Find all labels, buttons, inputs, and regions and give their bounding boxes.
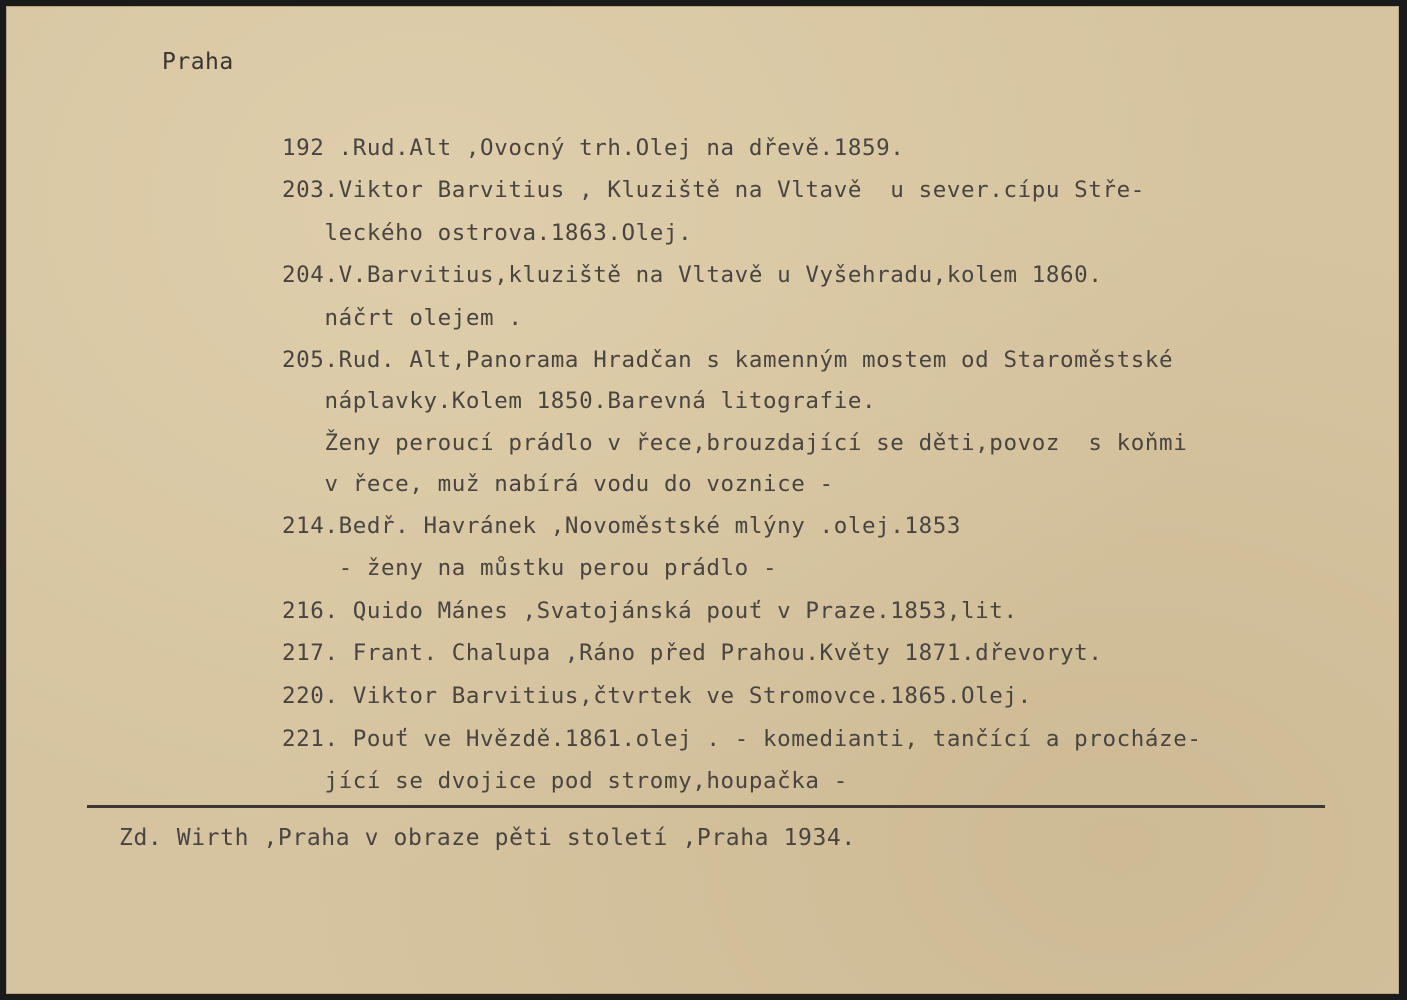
entry-line: 214.Bedř. Havránek ,Novoměstské mlýny .olej.1853 [282,513,962,539]
divider-rule [87,805,1325,808]
entry-line: 204.V.Barvitius,kluziště na Vltavě u Vyšehradu,kolem 1860. [282,262,1103,288]
catalog-card [6,6,1399,994]
card-heading: Praha [162,49,234,75]
entry-line: 205.Rud. Alt,Panorama Hradčan s kamenným mostem od Staroměstské [282,347,1174,373]
entry-line: jící se dvojice pod stromy,houpačka - [282,768,848,794]
entry-line: - ženy na můstku perou prádlo - [282,555,778,581]
entry-line: Ženy peroucí prádlo v řece,brouzdající se děti,povoz s koňmi [282,430,1188,456]
entry-line: náčrt olejem . [282,305,523,331]
entry-line: 203.Viktor Barvitius , Kluziště na Vltavě u sever.cípu Stře- [282,177,1145,203]
entry-line: 220. Viktor Barvitius,čtvrtek ve Stromovce.1865.Olej. [282,683,1032,709]
entry-line: 217. Frant. Chalupa ,Ráno před Prahou.Květy 1871.dřevoryt. [282,640,1103,666]
entry-line: náplavky.Kolem 1850.Barevná litografie. [282,388,877,414]
entry-line: leckého ostrova.1863.Olej. [282,220,693,246]
entry-line: 192 .Rud.Alt ,Ovocný trh.Olej na dřevě.1859. [282,135,905,161]
entry-line: v řece, muž nabírá vodu do voznice - [282,471,834,497]
source-citation: Zd. Wirth ,Praha v obraze pěti století ,Praha 1934. [119,825,856,851]
entry-line: 221. Pouť ve Hvězdě.1861.olej . - komedianti, tančící a procháze- [282,726,1202,752]
entry-line: 216. Quido Mánes ,Svatojánská pouť v Praze.1853,lit. [282,598,1018,624]
